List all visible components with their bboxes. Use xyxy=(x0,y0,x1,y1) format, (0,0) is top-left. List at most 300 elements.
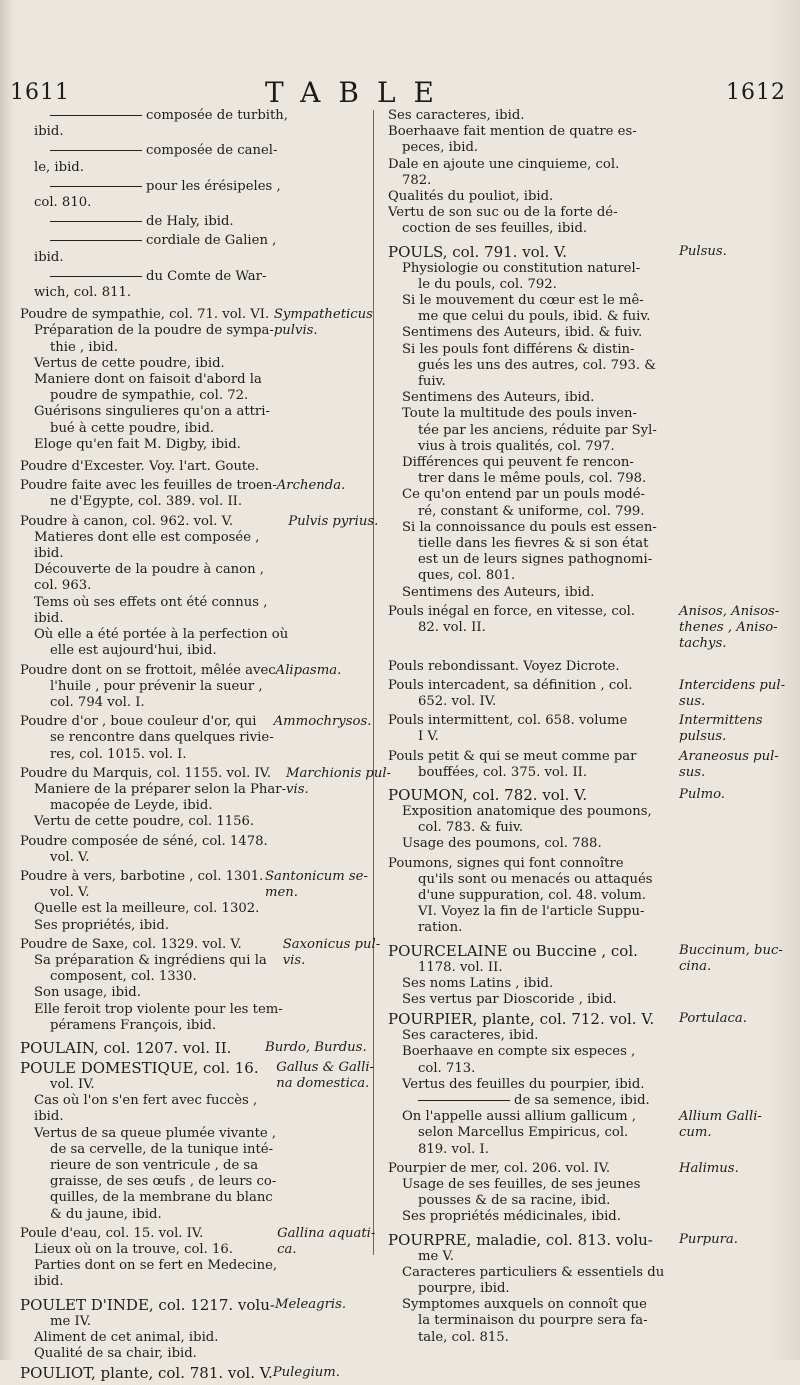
line-text: ibid. xyxy=(34,1274,64,1290)
line-text: Pouls petit & qui se meut comme par xyxy=(388,748,637,764)
entry-line xyxy=(20,1226,277,1242)
entry-line xyxy=(388,374,679,390)
entry-text xyxy=(20,179,281,211)
entry-line xyxy=(388,261,679,277)
line-text: col. 963. xyxy=(34,578,92,594)
line-text: Qualités du pouliot, ibid. xyxy=(388,189,554,205)
line-text: POURCELAINE ou Buccine , col. xyxy=(388,941,638,960)
entry-line xyxy=(388,1177,679,1193)
entry-line xyxy=(388,1249,679,1265)
index-entry xyxy=(20,233,365,265)
latin-line: Archenda. xyxy=(276,478,346,494)
latin-line: pulsus. xyxy=(679,729,727,745)
entry-line xyxy=(388,140,679,156)
entry-line xyxy=(388,1161,679,1177)
entry-line xyxy=(20,782,286,798)
line-text: Usage de ses feuilles, de ses jeunes xyxy=(402,1176,641,1192)
line-text: Pourpier de mer, col. 206. vol. IV. xyxy=(388,1160,611,1176)
entry-line xyxy=(20,233,276,249)
entry-line xyxy=(20,1346,275,1362)
line-text: I V. xyxy=(418,729,439,745)
entry-line xyxy=(388,1313,679,1329)
entry-text xyxy=(20,214,265,230)
entry-text xyxy=(388,1232,679,1346)
entry-line xyxy=(20,323,274,339)
line-text: Poudre à vers, barbotine , col. 1301. xyxy=(20,868,264,884)
line-text: vius à trois qualités, col. 797. xyxy=(418,438,615,454)
entry-line xyxy=(20,953,283,969)
line-text: Usage des poumons, col. 788. xyxy=(402,836,602,852)
entry-line xyxy=(20,578,288,594)
entry-line xyxy=(20,160,277,176)
index-entry xyxy=(20,214,365,230)
entry-text xyxy=(20,1226,277,1291)
entry-line xyxy=(20,1258,277,1274)
line-text: Boerhaave fait mention de quatre es- xyxy=(388,124,637,140)
line-text: Eloge qu'en fait M. Digby, ibid. xyxy=(34,436,241,452)
entry-line xyxy=(388,604,679,620)
line-text: Vertu de son suc ou de la forte dé- xyxy=(388,205,618,221)
line-text: Poudre de Saxe, col. 1329. vol. V. xyxy=(20,936,242,952)
line-text: POURPIER, plante, col. 712. vol. V. xyxy=(388,1010,655,1029)
latin-line: Buccinum, buc- xyxy=(679,942,783,958)
line-text: coction de ses feuilles, ibid. xyxy=(402,221,588,237)
entry-line xyxy=(20,937,283,953)
latin-line: Alipasma. xyxy=(275,662,342,678)
line-text: Quelle est la meilleure, col. 1302. xyxy=(34,901,260,917)
entry-text xyxy=(20,1060,276,1223)
latin-term xyxy=(679,787,784,853)
line-text: Sentimens des Auteurs, ibid. xyxy=(402,584,595,600)
line-text: elle est aujourd'hui, ibid. xyxy=(50,643,217,659)
page-title: TABLE xyxy=(265,76,452,109)
line-text: le du pouls, col. 792. xyxy=(418,276,557,292)
index-entry xyxy=(388,713,784,745)
entry-text xyxy=(20,714,274,763)
latin-term xyxy=(679,943,784,1009)
latin-term xyxy=(275,1297,375,1363)
latin-line: tachys. xyxy=(679,636,727,652)
line-text: Poudre du Marquis, col. 1155. vol. IV. xyxy=(20,765,272,781)
entry-line xyxy=(20,437,274,453)
latin-line: Ammochrysos. xyxy=(273,714,372,730)
entry-line xyxy=(20,124,288,140)
entry-line xyxy=(20,562,288,578)
latin-line: Gallina aquati- xyxy=(277,1225,376,1241)
index-entry xyxy=(20,513,379,660)
line-text: col. 810. xyxy=(34,195,92,211)
line-text: Poudre à canon, col. 962. vol. V. xyxy=(20,513,234,529)
page-number-right: 1612 xyxy=(726,80,786,105)
line-text: composée de turbith, xyxy=(146,108,288,123)
entry-line xyxy=(388,1044,679,1060)
line-text: On l'appelle aussi allium gallicum , xyxy=(402,1109,637,1125)
latin-line: Santonicum se- xyxy=(265,868,368,884)
entry-line xyxy=(20,1142,276,1158)
line-text: fuiv. xyxy=(418,374,446,390)
latin-term xyxy=(679,713,784,745)
entry-text xyxy=(388,787,679,853)
index-entry xyxy=(20,1225,376,1291)
line-text: Pouls intermittent, col. 658. volume xyxy=(388,713,628,729)
latin-line: vis. xyxy=(286,781,309,797)
entry-line xyxy=(20,478,277,494)
line-text: selon Marcellus Empiricus, col. xyxy=(418,1125,629,1141)
entry-line xyxy=(388,439,679,455)
latin-term xyxy=(277,1226,377,1291)
line-text: Maniere de la préparer selon la Phar- xyxy=(34,781,287,797)
entry-line xyxy=(388,325,679,341)
line-text: me que celui du pouls, ibid. & fuiv. xyxy=(418,309,651,325)
entry-line xyxy=(388,455,679,471)
entry-text xyxy=(20,233,276,265)
line-text: POURPRE, maladie, col. 813. volu- xyxy=(388,1230,653,1249)
latin-line: Pulsus. xyxy=(679,243,727,259)
entry-line xyxy=(20,143,277,159)
entry-line xyxy=(388,992,679,1008)
latin-line: cum. xyxy=(679,1125,712,1141)
latin-line: Intermittens xyxy=(679,713,763,729)
entry-line xyxy=(20,679,276,695)
entry-line xyxy=(388,920,679,936)
index-entry xyxy=(388,749,784,781)
entry-line xyxy=(388,504,679,520)
index-entry xyxy=(20,714,372,763)
line-text: ne d'Egypte, col. 389. vol. II. xyxy=(50,494,243,510)
latin-line: Pulmo. xyxy=(679,786,725,802)
line-text: ques, col. 801. xyxy=(418,568,516,584)
entry-line xyxy=(388,536,679,552)
entry-line xyxy=(20,814,286,830)
line-text: pourpre, ibid. xyxy=(418,1281,510,1296)
line-text: le, ibid. xyxy=(34,159,84,175)
entry-line xyxy=(388,173,679,189)
entry-line xyxy=(20,546,288,562)
entry-line xyxy=(388,960,679,976)
entry-line xyxy=(20,494,277,510)
entry-line xyxy=(20,695,276,711)
entry-text xyxy=(388,678,679,710)
latin-term xyxy=(679,1232,784,1346)
entry-line xyxy=(388,1125,679,1141)
line-text: macopée de Leyde, ibid. xyxy=(50,798,213,814)
line-text: de sa cervelle, de la tunique inté- xyxy=(50,1141,274,1157)
line-text: Ses propriétés médicinales, ibid. xyxy=(402,1209,621,1225)
latin-term xyxy=(679,1161,784,1226)
entry-line xyxy=(388,309,679,325)
line-text: rieure de son ventricule , de sa xyxy=(50,1157,259,1173)
line-text: Poudre dont on se frottoit, mêlée avec xyxy=(20,662,276,678)
entry-line xyxy=(20,1018,283,1034)
entry-line xyxy=(388,552,679,568)
entry-line xyxy=(388,157,679,173)
entry-line xyxy=(20,643,288,659)
latin-line: Burdo, Burdus. xyxy=(265,1039,367,1055)
line-text: ibid. xyxy=(34,1109,64,1125)
line-text: 819. vol. I. xyxy=(418,1141,489,1157)
entry-line xyxy=(388,1281,679,1297)
entry-text xyxy=(388,244,679,601)
index-entry xyxy=(388,108,784,238)
line-text: composée de canel- xyxy=(146,143,278,159)
line-text: Ce qu'on entend par un pouls modé- xyxy=(402,487,645,503)
line-text: Qualité de sa chair, ibid. xyxy=(34,1346,197,1362)
line-text: vol. V. xyxy=(50,885,90,901)
index-entry xyxy=(388,678,784,710)
latin-term xyxy=(265,214,365,230)
entry-line xyxy=(20,1207,276,1223)
line-text: Vertus des feuilles du pourpier, ibid. xyxy=(402,1076,645,1092)
line-text: de Haly, ibid. xyxy=(146,214,234,230)
line-text: Si les pouls font différens & distin- xyxy=(402,341,635,357)
latin-term xyxy=(679,659,784,675)
line-text: de sa semence, ibid. xyxy=(514,1092,650,1108)
entry-line xyxy=(388,277,679,293)
entry-line xyxy=(388,804,679,820)
entry-text xyxy=(20,1040,265,1057)
line-text: Exposition anatomique des poumons, xyxy=(402,803,652,819)
latin-term xyxy=(286,765,392,831)
entry-line xyxy=(20,901,265,917)
latin-line: Meleagris. xyxy=(274,1296,347,1312)
entry-line xyxy=(20,747,274,763)
entry-line xyxy=(388,787,679,804)
latin-term xyxy=(265,459,365,475)
entry-line xyxy=(20,1002,283,1018)
latin-term xyxy=(288,514,388,660)
line-text: Vertu de cette poudre, col. 1156. xyxy=(34,814,255,830)
line-text: Si le mouvement du cœur est le mê- xyxy=(402,293,644,309)
index-entry xyxy=(20,108,365,140)
index-entry xyxy=(20,936,381,1034)
entry-line xyxy=(20,1297,275,1314)
entry-line xyxy=(20,1060,276,1077)
index-entry xyxy=(388,943,784,1009)
latin-term xyxy=(679,604,784,653)
line-text: Son usage, ibid. xyxy=(34,985,141,1001)
line-text: Cas où l'on s'en fert avec fuccès , xyxy=(34,1093,258,1109)
line-text: Poudre de sympathie, col. 71. vol. VI. xyxy=(20,307,270,323)
latin-line: Anisos, Anisos- xyxy=(679,603,780,619)
latin-line: Pulvis pyrius. xyxy=(288,513,379,529)
latin-term xyxy=(679,749,784,781)
entry-line xyxy=(388,713,679,729)
entry-line xyxy=(20,356,274,372)
entry-line xyxy=(20,530,288,546)
entry-line xyxy=(20,766,286,782)
index-entry xyxy=(20,269,365,301)
line-text: Tems où ses effets ont été connus , xyxy=(34,594,268,610)
line-text: graisse, de ses œufs , de leurs co- xyxy=(50,1174,277,1190)
line-text: ration. xyxy=(418,920,463,936)
entry-line xyxy=(20,108,288,124)
left-column xyxy=(20,108,392,1385)
line-text: 782. xyxy=(402,172,432,188)
latin-term xyxy=(268,834,368,866)
line-text: col. 713. xyxy=(418,1060,476,1076)
latin-line: Portulaca. xyxy=(679,1011,747,1027)
index-entry xyxy=(20,1058,375,1223)
entry-line xyxy=(388,872,679,888)
entry-text xyxy=(20,478,277,510)
entry-line xyxy=(20,1330,275,1346)
entry-text xyxy=(20,766,286,831)
entry-line xyxy=(20,459,265,475)
entry-line xyxy=(20,1040,265,1057)
index-entry xyxy=(388,659,784,675)
index-entry xyxy=(20,663,365,712)
line-text: Poudre d'Excester. Voy. l'art. Goute. xyxy=(20,459,260,475)
entry-line xyxy=(20,1077,276,1093)
latin-term xyxy=(679,678,784,710)
entry-line xyxy=(20,1093,276,1109)
line-text: Dale en ajoute une cinquieme, col. xyxy=(388,156,620,172)
index-entry xyxy=(388,1232,784,1346)
entry-line xyxy=(388,1232,679,1249)
line-text: Pouls intercadent, sa définition , col. xyxy=(388,677,633,693)
entry-line xyxy=(20,850,268,866)
latin-term xyxy=(273,1365,373,1382)
entry-line xyxy=(388,520,679,536)
entry-line xyxy=(388,1265,679,1281)
line-text: Préparation de la poudre de sympa- xyxy=(34,323,274,339)
line-text: poudre de sympathie, col. 72. xyxy=(50,388,249,404)
line-text: Caracteres particuliers & essentiels du xyxy=(402,1264,665,1280)
entry-line xyxy=(388,487,679,503)
latin-line: Saxonicus pul- xyxy=(282,936,381,952)
latin-term xyxy=(276,233,376,265)
entry-line xyxy=(388,765,679,781)
line-text: me IV. xyxy=(50,1313,92,1329)
line-text: Ses vertus par Dioscoride , ibid. xyxy=(402,991,617,1007)
line-text: Ses caracteres, ibid. xyxy=(402,1028,539,1044)
line-text: Où elle a été portée à la perfection où xyxy=(34,627,289,643)
line-text: POULAIN, col. 1207. vol. II. xyxy=(20,1038,232,1057)
entry-line xyxy=(20,1274,277,1290)
ditto-dash xyxy=(418,1100,510,1101)
line-text: péramens François, ibid. xyxy=(50,1017,217,1033)
index-entry xyxy=(20,143,365,175)
ditto-dash xyxy=(50,240,142,241)
line-text: vol. V. xyxy=(50,849,90,865)
line-text: Pouls rebondissant. Voyez Dicrote. xyxy=(388,658,620,674)
line-text: Ses propriétés, ibid. xyxy=(34,917,170,933)
latin-term xyxy=(274,714,374,763)
latin-line: Intercidens pul- xyxy=(679,677,786,693)
entry-line xyxy=(20,1314,275,1330)
entry-text xyxy=(388,713,679,745)
latin-line: Gallus & Galli- xyxy=(276,1059,375,1075)
line-text: VI. Voyez la fin de l'article Suppu- xyxy=(418,904,645,920)
latin-line: Sympatheticus xyxy=(273,307,373,323)
entry-line xyxy=(388,749,679,765)
line-text: 1178. vol. II. xyxy=(418,959,503,975)
index-entry xyxy=(388,787,784,853)
index-entry xyxy=(20,1365,365,1382)
entry-text xyxy=(388,1011,679,1158)
entry-line xyxy=(388,124,679,140)
ditto-dash xyxy=(50,186,142,187)
latin-line: Purpura. xyxy=(679,1231,738,1247)
line-text: res, col. 1015. vol. I. xyxy=(50,746,187,762)
ditto-dash xyxy=(50,221,142,222)
latin-line: men. xyxy=(265,885,298,901)
entry-line xyxy=(20,388,274,404)
line-text: Poudre d'or , boue couleur d'or, qui xyxy=(20,714,257,730)
line-text: POUMON, col. 782. vol. V. xyxy=(388,785,588,804)
line-text: POULIOT, plante, col. 781. vol. V. xyxy=(20,1364,273,1383)
entry-line xyxy=(20,1365,273,1382)
line-text: Sentimens des Auteurs, ibid. & fuiv. xyxy=(402,325,643,341)
line-text: Différences qui peuvent fe rencon- xyxy=(402,455,634,471)
entry-line xyxy=(388,856,679,872)
ditto-dash xyxy=(50,115,142,116)
line-text: ibid. xyxy=(34,249,64,265)
entry-text xyxy=(20,1365,273,1382)
entry-line xyxy=(388,976,679,992)
line-text: 82. vol. II. xyxy=(418,620,486,636)
entry-line xyxy=(388,189,679,205)
line-text: tée par les anciens, réduite par Syl- xyxy=(418,422,657,438)
latin-term xyxy=(281,179,381,211)
ditto-dash xyxy=(50,276,142,277)
line-text: composent, col. 1330. xyxy=(50,969,197,985)
line-text: gués les uns des autres, col. 793. & xyxy=(418,357,656,373)
line-text: la terminaison du pourpre sera fa- xyxy=(418,1313,648,1329)
line-text: est un de leurs signes pathognomi- xyxy=(418,552,653,568)
right-column xyxy=(388,108,784,1349)
latin-term xyxy=(679,1109,784,1141)
index-entry xyxy=(20,478,365,510)
index-entry xyxy=(388,604,784,653)
latin-line: Allium Galli- xyxy=(679,1109,762,1125)
entry-line xyxy=(388,358,679,374)
entry-line xyxy=(388,694,679,710)
line-text: Ses caracteres, ibid. xyxy=(388,108,525,123)
latin-term xyxy=(277,143,377,175)
entry-line xyxy=(388,1209,679,1225)
latin-line: Halimus. xyxy=(679,1160,739,1176)
entry-line xyxy=(388,1297,679,1313)
line-text: qu'ils sont ou menacés ou attaqués xyxy=(418,871,653,887)
ditto-dash xyxy=(50,150,142,151)
entry-line xyxy=(388,342,679,358)
entry-text xyxy=(388,604,679,653)
line-text: Sentimens des Auteurs, ibid. xyxy=(402,390,595,406)
entry-line xyxy=(388,205,679,221)
page-shadow-edge xyxy=(0,0,14,1360)
line-text: me V. xyxy=(418,1248,454,1264)
line-text: ibid. xyxy=(34,124,64,140)
entry-line xyxy=(20,1109,276,1125)
line-text: Elle feroit trop violente pour les tem- xyxy=(34,1001,283,1017)
entry-text xyxy=(388,659,679,675)
line-text: bué à cette poudre, ibid. xyxy=(50,420,215,436)
latin-term xyxy=(679,108,784,238)
line-text: Maniere dont on faisoit d'abord la xyxy=(34,372,262,388)
entry-line xyxy=(20,595,288,611)
latin-line: sus. xyxy=(679,764,706,780)
entry-line xyxy=(20,918,265,934)
latin-term xyxy=(679,244,784,601)
line-text: ré, constant & uniforme, col. 799. xyxy=(418,503,645,519)
line-text: Physiologie ou constitution naturel- xyxy=(402,260,641,276)
entry-line xyxy=(388,244,679,261)
line-text: Poule d'eau, col. 15. vol. IV. xyxy=(20,1225,204,1241)
line-text: tielle dans les fievres & si son état xyxy=(418,536,649,552)
entry-text xyxy=(20,937,283,1034)
latin-line: Pulegium. xyxy=(272,1365,340,1381)
